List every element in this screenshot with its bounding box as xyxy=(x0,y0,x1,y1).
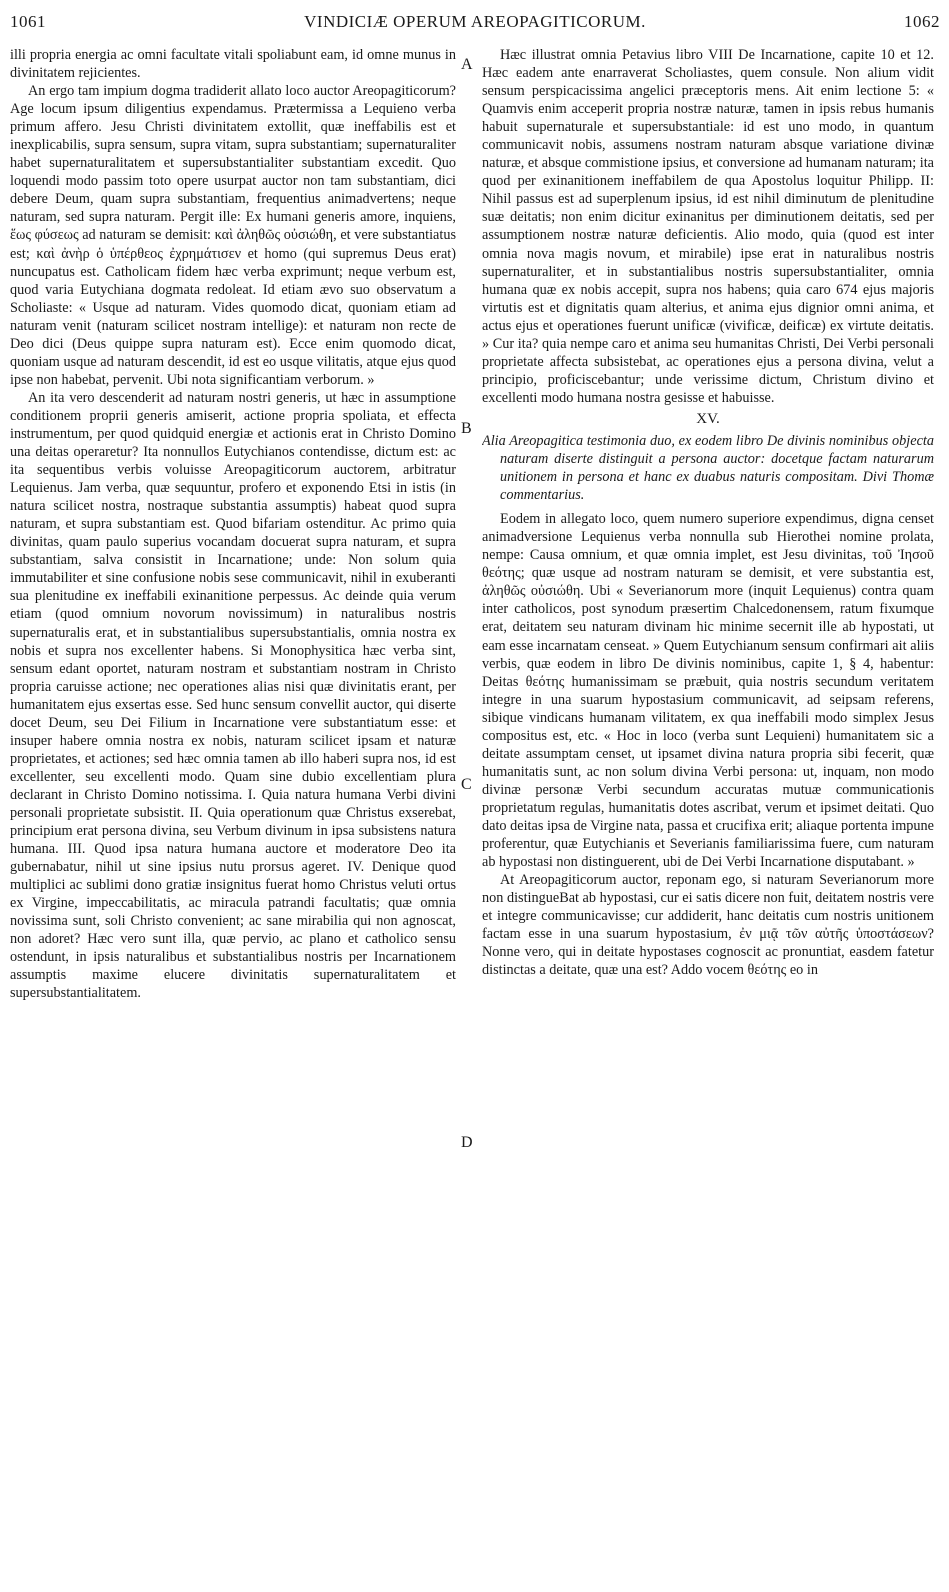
page-header xyxy=(10,12,940,40)
paragraph: illi propria energia ac omni facultate vitali spoliabunt eam, id omne munus in divinitatem rejicientes. xyxy=(10,47,456,82)
running-title: VINDICIÆ OPERUM AREOPAGITICORUM. xyxy=(304,12,646,31)
left-column xyxy=(10,46,456,1586)
section-number: XV. xyxy=(696,410,720,427)
page-number-right: 1062 xyxy=(904,12,940,31)
right-column xyxy=(482,46,934,1586)
section-summary: Alia Areopagitica testimonia duo, ex eodem libro De divinis nominibus objecta naturam diserte distinguit a persona auctor: docetque factam naturarum unitionem in persona et hanc ex duabus naturis compositam. Divi Thomæ commentarius. xyxy=(482,432,934,504)
margin-letter-b: B xyxy=(461,420,472,437)
margin-letter-c: C xyxy=(461,776,472,793)
margin-letter-a: A xyxy=(461,56,473,73)
page-number-left: 1061 xyxy=(10,12,46,31)
paragraph: An ergo tam impium dogma tradiderit allato loco auctor Areopagiticorum? Age locum ipsum diligentius expendamus. Prætermissa a Lequieno verba primum affero. Jesu Christi divinitatem extollit, quæ ineffabilis est et inexplicabilis, supra sensum, supra vitam, supra substantiam; supernaturaliter habet supernaturalitatem et supersubstantialiter substantiam excedit. Quo loquendi modo passim toto opere usurpat auctor non tam substantiam, dici debere Deum, quam supra substantiam, frequentius animadvertens; neque naturam, sed supra naturam. Pergit ille: Ex humani generis amore, inquiens, ἕως φύσεως ad naturam se demisit: καὶ ἀληθῶς οὐσιώθη, et vere substantiatus est; καὶ ἀνὴρ ὁ ὑπέρθεος ἐχρημάτισεν et homo (qui supremus Deus erat) nuncupatus est. Catholicam fidem hæc verba exprimunt; neque verbum est, quod varia Eutychiana dogmata redoleat. Id etiam ævo suo observatum a Scholiaste: « Usque ad naturam. Vides quomodo dicat, quoniam etiam ad naturam venit (naturam scilicet nostram intellige): et naturam non recte de Deo dici (Deus quippe supra naturam est). Ecce enim quomodo dicat, quoniam usque ad naturam descendit, id est eo usque vilitatis, atque ejus quod ipse non habebat, pervenit. Ubi nota significantiam verborum. » xyxy=(10,83,456,388)
paragraph: At Areopagiticorum auctor, reponam ego, si naturam Severianorum more non distingueBat ab hypostasi, cur ei satis dicere non fuit, deitatem nostris vere et integre communicavisse; cur addiderit, hanc deitatis cum nostris unitionem factam esse in una suarum hypostasium, ἐν μιᾷ τῶν αὐτῆς ὑποστάσεων? Nonne vero, qui in deitate hypostases cognoscit ac pronuntiat, easdem fatetur distinctas a deitate, quæ una est? Addo vocem θεότης eo in xyxy=(482,872,934,979)
paragraph: An ita vero descenderit ad naturam nostri generis, ut hæc in assumptione conditionem proprii generis amiserit, actione propria spoliata, et effecta instrumentum, per quod quidquid energiæ et actionis erat in Christo Domino una deitas operaretur? Ita nonnullos Eutychianos contendisse, dictum est: ac ita sequentibus verbis voluisse Areopagiticorum auctorem, arbitratur Lequienus. Jam verba, quæ sequuntur, profero et exponendo Etsi in istis (in natura scilicet nostra, nostraque substantia assumptis) habeat quod supra naturam, et supra substantiam est. Quod bifariam ostenditur. Ac primo quia divinitas, quam paulo superius vocandam docuerat supra naturam, et supra substantiam, salva consistit in Incarnatione; unde: Non solum quia immutabiliter et sine confusione nobis sese communicavit, nihil in exuberanti sua plenitudine ex ineffabili exinanitione perpessus. Ac deinde quia verum etiam (quod omnium novorum novissimum) in naturalibus nostris supernaturalis erat, et in substantialibus supersubstantialis, omnia nostra ex nobis et supra nos excellenter habens. Si Monophysitica hæc verba sint, sensum edant oportet, naturam nostram et substantiam nostram in Christo propria caruisse actione; nec operationes alias nisi quæ divinitatis erant, per humanitatem ejus exsertas esse. Sed hunc sensum convellit auctor, qui diserte docet Deum, seu Dei Filium in Incarnatione vere substantiatum esse: et insuper habere omnia nostra ex nobis, naturam scilicet ipsam et naturæ proprietates, et actiones; sed hæc omnia tamen ab illo haberi supra nos, id est excellenter, seu excellenti modo. Quam sine dubio excellentiam plura declarant in Christo Domino notissima. I. Quia natura humana Verbi divini personali proprietate subsistit. II. Quia operationum quæ Christus exserebat, principium erat persona divina, seu Verbum divinum in ipsa subsistens natura humana. III. Quod ipsa natura humana auctore et moderatore Deo ita gubernabatur, nihil ut sine ipsius nutu prorsus ageret. IV. Denique quod multiplici ac sublimi dono gratiæ insignitus fuerat homo Christus veluti ortus ex Virgine, impeccabilitatis, ac miracula patrandi facultatis; quæ omnia novissima sunt, soli Christo convenient; ac sane mirabilia qui non agnoscat, non adoret? Hæc vero sunt illa, quæ pervio, ac plano et catholico sensu ostendunt, in ipsis naturalibus et substantialibus nostris per Incarnationem assumptis maxime elucere divinitatis supernaturalitatem et supersubstantialitatem. xyxy=(10,389,456,1002)
paragraph: Hæc illustrat omnia Petavius libro VIII De Incarnatione, capite 10 et 12. Hæc eadem ante enarraverat Scholiastes, quem consule. Non alium vidit sensum perspicacissima angelici præceptoris mens. Ait enim lectione 5: « Quamvis enim acceperit propria nostræ naturæ, tamen in ipsis rebus humanis habuit supernaturale et supersubstantiale: id est uno modo, in quantum communicavit nobis, assumens nostram naturam absque variatione divinæ naturæ, et absque commistione ipsius, et conversione ad humanam naturam; ita quod per exinanitionem ineffabilem de qua Apostolus loquitur Philipp. II: Nihil passus est ad superplenum ipsius, id est nihil diminutum de plenitudine suæ deitatis; non enim dicitur exinanitus per diminutionem deitatis, sed per assumptionem nostræ naturæ deficientis. Alio modo, quia (quod est inter omnia nova magis novum, et mirabile) ipse erat in naturalibus nostris supernaturaliter, et in substantialibus nostris supersubstantialiter, omnia humana quæ ex nobis accepit, supra nos habens; quia caro 674 ejus majoris virtutis est et dignitatis quam alterius, et anima ejus dignior omni anima, et actus ejus et operationes fuerunt unificæ (vivificæ, deificæ) ex virtute deitatis. » Cur ita? quia nempe caro et anima seu humanitas Christi, Dei Verbi personali proprietate affecta subsistebat, ac operationes ejus a persona divina, velut a principio, proficiscebantur; unde verissime dictum, Christum divino et excellenti modo humana nostra gesisse et habuisse. xyxy=(482,47,934,406)
margin-letter-d: D xyxy=(461,1134,473,1151)
paragraph: Eodem in allegato loco, quem numero superiore expendimus, digna censet animadversione Lequienus verba nonnulla sub Hierothei nomine prolata, nempe: Causa omnium, et quæ omnia implet, est Jesu divinitas, τοῦ Ἰησοῦ θεότης; quæ usque ad nostram naturam se demisit, et vere substantia est, ἀληθῶς οὐσιώθη. Ubi « Severianorum more (inquit Lequienus) contra quam inter catholicos, post synodum præsertim Chalcedonensem, ratum fixumque erat, deitatem seu naturam divinam hic minime secernit ille ab hypostati, ut eam esse incarnatam censeat. » Quem Eutychianum sensum confirmari ait aliis verbis, quæ eodem in libro De divinis nominibus, capite 1, § 4, habentur: Deitas θεότης humanissimam se præbuit, quia nostris secundum veritatem integre in una suarum hypostasium communicavit, ad seipsam referens, sibique vindicans humanam vilitatem, ex qua ineffabili modo simplex Jesus compositus est, etc. « Hoc in loco (verba sunt Lequieni) humanitatem sic a deitate assumptam censet, ut ipsamet divina natura propria sibi fecerit, quæ humanitatis sunt, ac non solum divina Verbi persona: ut, inquam, non modo divinæ personæ Verbi secundum accuratas mutuæ communicationis proprietatum regulas, humanitatis dotes ascribat, verum et ipsimet deitati. Quo dato deitas ipsa de Virgine nata, passa et crucifixa erit; aliaque portenta impune proferentur, quæ Eutychianis et Severianis familiarissima fuere, cum naturam ab hypostasi non distinguerent, ubi de Dei Verbi Incarnatione disputabant. » xyxy=(482,511,934,871)
